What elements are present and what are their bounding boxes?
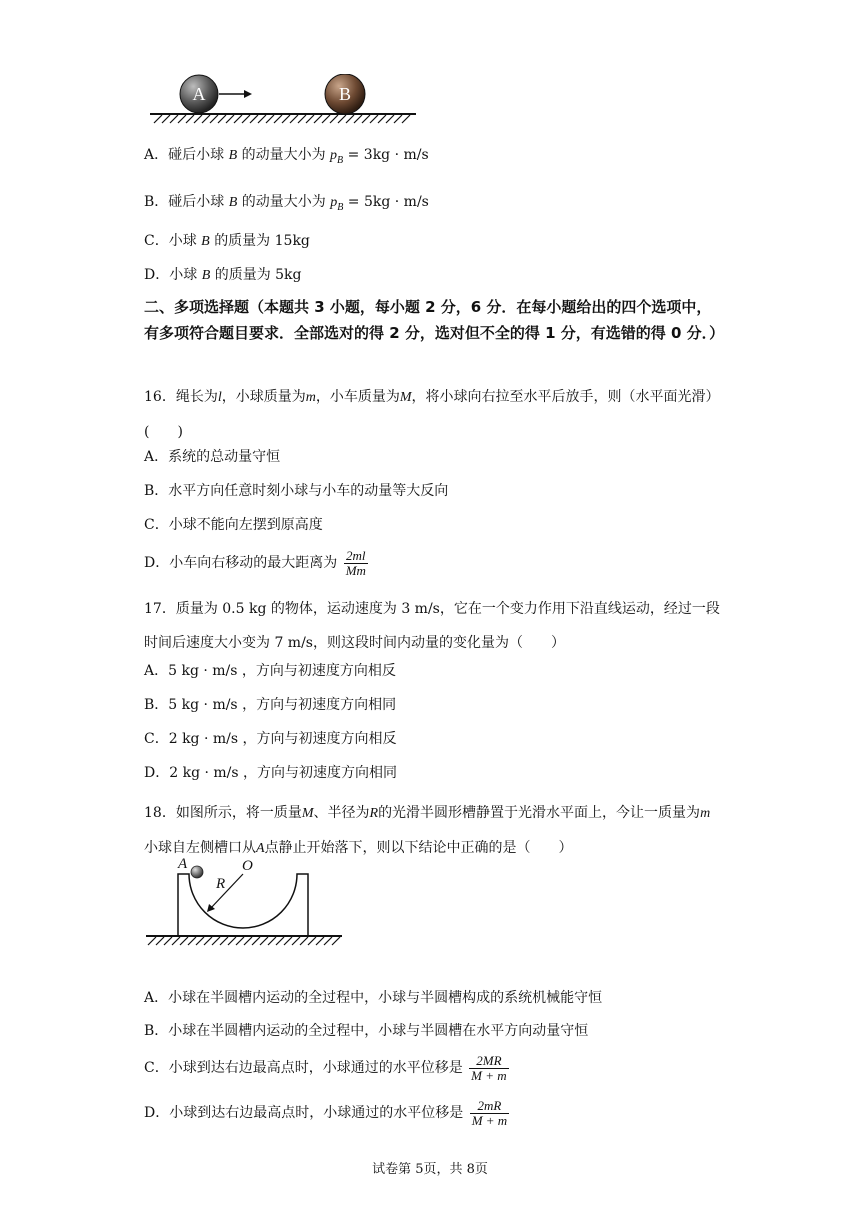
q16-option-d-fraction: $\frac{2ml}{Mm}$ [345,547,366,578]
radius-line [210,874,243,909]
q18-option-d-fraction: $\frac{2mR}{M + m}$ [471,1097,508,1128]
groove-outline [178,874,308,936]
label-a: A [178,856,188,872]
q16-stem: 16．绳长为l，小球质量为m，小车质量为M，将小球向右拉至水平后放手，则（水平面光滑）( ) [144,389,720,440]
q17-option-c: C．2 kg · m/s ，方向与初速度方向相反 [144,731,397,747]
section-heading: 二、多项选择题（本题共 3 小题，每小题 2 分，6 分．在每小题给出的四个选项中，有多项符合题目要求．全部选对的得 2 分，选对但不全的得 1 分，有选错的得 0 分．） [144,298,725,342]
q18-stem: 18．如图所示，将一质量M、半径为R的光滑半圆形槽静置于光滑水平面上，今让一质量为m小球自左侧槽口从A点静止开始落下，则以下结论中正确的是（ ） [144,805,711,856]
q17-option-d: D．2 kg · m/s ，方向与初速度方向相同 [144,765,398,781]
q17-stem: 17．质量为 0.5 kg 的物体，运动速度为 3 m/s，它在一个变力作用下沿直线运动，经过一段时间后速度大小变为 7 m/s，则这段时间内动量的变化量为（ ） [144,601,720,651]
q16-option-a: A．系统的总动量守恒 [144,449,281,465]
small-ball [191,866,203,878]
q18-option-b: B．小球在半圆槽内运动的全过程中，小球与半圆槽在水平方向动量守恒 [144,1023,589,1039]
q16-option-d: D．小车向右移动的最大距离为 $\frac{2ml}{Mm}$ [144,547,366,578]
q16-option-b: B．水平方向任意时刻小球与小车的动量等大反向 [144,483,449,499]
ball-a-label: A [192,84,206,104]
ball-b-label: B [338,84,352,104]
label-r: R [216,876,226,892]
q15-option-d: D．小球 B 的质量为 5kg [144,267,302,283]
q18-option-c: C．小球到达右边最高点时，小球通过的水平位移是 $\frac{2MR}{M + m}$ [144,1052,507,1083]
q17-option-a: A．5 kg · m/s ，方向与初速度方向相反 [144,663,396,679]
q18-option-c-fraction: $\frac{2MR}{M + m}$ [471,1052,507,1083]
label-o: O [242,858,253,874]
q15-option-b: B．碰后小球 B 的动量大小为 $p_B = 5kg \cdot m/s$ [144,194,429,213]
groove-figure [144,852,344,948]
collision-figure [148,74,420,126]
q18-option-a: A．小球在半圆槽内运动的全过程中，小球与半圆槽构成的系统机械能守恒 [144,990,603,1006]
q16-option-c: C．小球不能向左摆到原高度 [144,517,323,533]
page-footer: 试卷第 5页，共 8页 [372,1162,488,1177]
q18-option-d: D．小球到达右边最高点时，小球通过的水平位移是 $\frac{2mR}{M + m}$ [144,1097,508,1128]
q15-option-c: C．小球 B 的质量为 15kg [144,233,310,249]
q17-option-b: B．5 kg · m/s ，方向与初速度方向相同 [144,697,397,713]
q15-option-a: A．碰后小球 B 的动量大小为 $p_B = 3kg \cdot m/s$ [144,147,429,166]
